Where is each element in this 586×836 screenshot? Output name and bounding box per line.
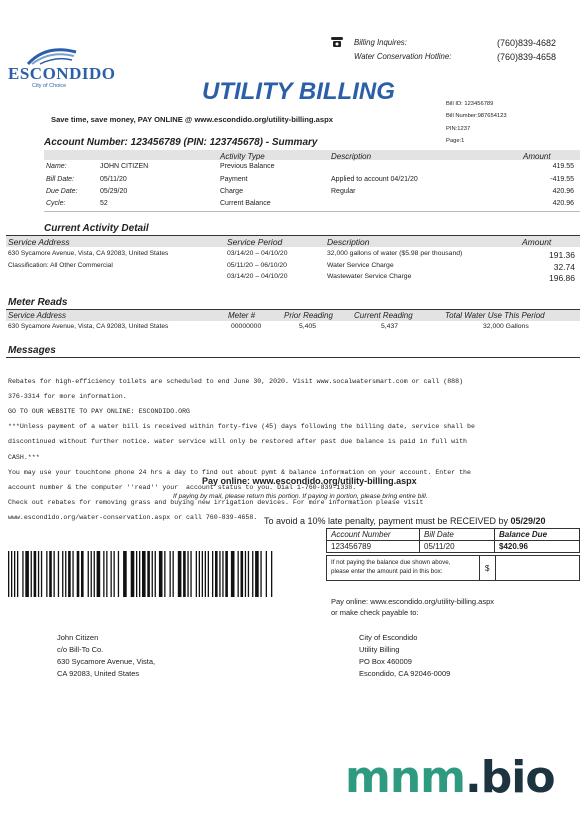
stub-summary-table <box>326 528 580 553</box>
city-logo <box>6 42 116 92</box>
barcode-bar <box>111 551 112 597</box>
barcode-bar <box>91 551 92 597</box>
cycle-value: 52 <box>100 200 108 207</box>
mr-col-meter: Meter # <box>228 311 256 320</box>
barcode-bar <box>271 551 272 597</box>
page-number: Page:1 <box>446 138 465 144</box>
ca-row-amount: 191.36 <box>549 250 575 260</box>
barcode-bar <box>159 551 163 597</box>
name-value: JOHN CITIZEN <box>100 163 149 170</box>
barcode-bar <box>103 551 104 597</box>
barcode-bar <box>17 551 18 597</box>
phone-icon <box>330 36 344 48</box>
mr-meter-number: 00000000 <box>231 323 262 330</box>
late-penalty-date: 05/29/20 <box>510 516 546 526</box>
mr-col-address: Service Address <box>8 311 66 320</box>
barcode-graphic <box>8 551 276 597</box>
message-line: 376-3314 for more information. <box>8 392 127 400</box>
barcode-bar <box>136 551 137 597</box>
ca-row-period: 03/14/20 – 04/10/20 <box>227 250 288 257</box>
meter-reads-title: Meter Reads <box>8 297 68 308</box>
message-line: Check out rebates for removing grass and buying new irrigation devices. For more information please visit <box>8 499 424 507</box>
message-line: GO TO OUR WEBSITE TO PAY ONLINE: ESCONDIDO.ORG <box>8 407 191 415</box>
barcode-bar <box>225 551 228 597</box>
ca-row-amount: 196.86 <box>549 273 575 283</box>
barcode-bar <box>131 551 135 597</box>
due-date-label: Due Date: <box>46 188 78 195</box>
stub-pay-online-2: Pay online: www.escondido.org/utility-billing.aspx <box>331 597 495 606</box>
summary-row-amount: -419.55 <box>550 176 574 183</box>
summary-row-activity: Previous Balance <box>220 163 275 170</box>
barcode-bar <box>187 551 188 597</box>
barcode-bar <box>123 551 127 597</box>
stub-col-balance: Balance Due <box>495 529 580 541</box>
remit-address-line: PO Box 460009 <box>359 657 412 666</box>
mr-current-reading: 5,437 <box>381 323 399 330</box>
logo-wordmark: ESCONDIDO <box>8 64 116 83</box>
from-address-line: 630 Sycamore Avenue, Vista, <box>57 657 156 666</box>
name-label: Name: <box>46 163 67 170</box>
messages-body <box>8 370 475 529</box>
watermark-text <box>345 752 555 803</box>
current-activity-title: Current Activity Detail <box>44 223 149 234</box>
summary-row-activity: Payment <box>220 176 248 183</box>
barcode-bar <box>62 551 63 597</box>
stub-pay-online: Pay online: www.escondido.org/utility-billing.aspx <box>202 476 417 486</box>
barcode-bar <box>77 551 80 597</box>
ca-row-period: 05/11/20 – 06/10/20 <box>227 262 287 269</box>
barcode-bar <box>14 551 15 597</box>
barcode-bar <box>178 551 182 597</box>
barcode-bar <box>139 551 140 597</box>
late-penalty-text: To avoid a 10% late penalty, payment must be RECEIVED by <box>264 516 511 526</box>
summary-col-amount: Amount <box>523 152 551 161</box>
summary-row-description: Regular <box>331 188 356 195</box>
stub-col-bill-date: Bill Date <box>420 529 495 541</box>
summary-row-amount: 420.96 <box>552 200 574 207</box>
barcode-bar <box>260 551 261 597</box>
pay-online-tagline: Save time, save money, PAY ONLINE @ www.escondido.org/utility-billing.aspx <box>51 115 333 124</box>
barcode-bar <box>114 551 115 597</box>
barcode-bar <box>142 551 146 597</box>
stub-bill-date: 05/11/20 <box>420 541 495 553</box>
messages-title: Messages <box>8 345 56 356</box>
barcode-bar <box>58 551 59 597</box>
cycle-label: Cycle: <box>46 200 66 207</box>
watermark-logo <box>345 752 555 803</box>
summary-header-bar <box>44 150 580 160</box>
from-address-line: John Citizen <box>57 633 99 642</box>
bill-date-value: 05/11/20 <box>100 176 127 183</box>
ca-service-address: 630 Sycamore Avenue, Vista, CA 92083, United States <box>8 250 169 257</box>
barcode-bar <box>72 551 73 597</box>
ca-row-amount: 32.74 <box>553 262 575 272</box>
barcode-bar <box>222 551 223 597</box>
check-payable-text: or make check payable to: <box>331 608 419 617</box>
barcode-bar <box>252 551 253 597</box>
mr-col-total: Total Water Use This Period <box>445 311 545 320</box>
barcode-bar <box>255 551 259 597</box>
stub-balance-due: $420.96 <box>495 541 580 553</box>
mr-prior-reading: 5,405 <box>299 323 317 330</box>
amount-paid-box[interactable] <box>479 555 580 581</box>
page-title: UTILITY BILLING <box>202 78 395 105</box>
summary-col-description: Description <box>331 152 372 161</box>
ca-col-amount: Amount <box>522 237 552 247</box>
barcode-bar <box>241 551 244 597</box>
barcode-bar <box>266 551 267 597</box>
barcode-bar <box>248 551 249 597</box>
billing-inquiries-phone: (760)839-4682 <box>497 38 557 48</box>
message-line: ***Unless payment of a water bill is received within forty-five (45) days following the billing date, service shall be <box>8 423 475 431</box>
watermark-text-primary: mnm <box>345 752 466 803</box>
billing-inquiries-label: Billing Inquires: <box>354 38 407 47</box>
barcode-bar <box>231 551 235 597</box>
barcode-bar <box>173 551 174 597</box>
barcode-bar <box>238 551 239 597</box>
due-date-value: 05/29/20 <box>100 188 128 195</box>
stub-account-number: 123456789 <box>327 541 420 553</box>
message-line: Rebates for high-efficiency toilets are scheduled to end June 30, 2020. Visit www.socalwatersmart.com or call (888) <box>8 377 464 385</box>
remit-address-line: City of Escondido <box>359 633 418 642</box>
barcode-bar <box>31 551 32 597</box>
barcode-bar <box>41 551 42 597</box>
summary-row-amount: 420.96 <box>552 188 574 195</box>
barcode-bar <box>190 551 191 597</box>
barcode-bar <box>97 551 101 597</box>
partial-note-line-2: please enter the amount paid in this box: <box>331 568 443 575</box>
ca-col-address: Service Address <box>8 237 70 247</box>
barcode-bar <box>65 551 66 597</box>
late-penalty-notice <box>264 516 546 526</box>
from-address-line: c/o Bill-To Co. <box>57 645 104 654</box>
barcode-bar <box>22 551 23 597</box>
stub-mail-note: If paying by mail, please return this portion. If paying in portion, please bring entire bill. <box>173 493 428 500</box>
barcode-bar <box>205 551 206 597</box>
stub-col-account: Account Number <box>327 529 420 541</box>
from-address-line: CA 92083, United States <box>57 669 140 678</box>
barcode-bar <box>152 551 153 597</box>
partial-payment-note-box <box>326 555 496 581</box>
barcode-bar <box>88 551 89 597</box>
ca-col-description: Description <box>327 237 370 247</box>
summary-row-activity: Charge <box>220 188 243 195</box>
barcode-bar <box>155 551 156 597</box>
barcode-bar <box>34 551 37 597</box>
ca-col-period: Service Period <box>227 237 283 247</box>
barcode-bar <box>215 551 218 597</box>
barcode-bar <box>46 551 47 597</box>
dollar-sign: $ <box>485 564 490 573</box>
barcode-bar <box>11 551 12 597</box>
bill-id: Bill ID: 123456789 <box>446 101 494 107</box>
barcode-bar <box>170 551 171 597</box>
barcode-bar <box>183 551 186 597</box>
barcode-bar <box>94 551 95 597</box>
barcode-bar <box>147 551 150 597</box>
barcode-bar <box>106 551 107 597</box>
from-address <box>57 632 155 680</box>
ca-row-period: 03/14/20 – 04/10/20 <box>227 273 288 280</box>
pin: PIN:1237 <box>446 126 471 132</box>
barcode-bar <box>68 551 71 597</box>
partial-note-line-1: If not paying the balance due shown above, <box>331 559 451 566</box>
bill-date-label: Bill Date: <box>46 176 75 183</box>
conservation-hotline-label: Water Conservation Hotline: <box>354 52 452 61</box>
barcode-bar <box>212 551 213 597</box>
message-line: account number & the computer ''read'' your account status to you. Dial 1-760-839-1338. <box>8 483 357 491</box>
ca-row-description: 32,000 gallons of water ($5.98 per thousand) <box>327 250 463 257</box>
summary-row-description: Applied to account 04/21/20 <box>331 176 418 183</box>
barcode-bar <box>8 551 9 597</box>
mr-service-address: 630 Sycamore Avenue, Vista, CA 92083, United States <box>8 323 169 330</box>
summary-title: Account Number: 123456789 (PIN: 123745678) - Summary <box>44 137 318 148</box>
ca-row-description: Wastewater Service Charge <box>327 273 412 280</box>
conservation-hotline-phone: (760)839-4658 <box>497 52 557 62</box>
barcode-bar <box>49 551 52 597</box>
barcode-bar <box>208 551 209 597</box>
message-line: discontinued without further notice. water service will only be restored after past due balance is paid in full with <box>8 438 467 446</box>
message-line: www.escondido.org/water-conservation.aspx or call 760-839-4658. <box>8 514 258 522</box>
message-line: You may use your touchtone phone 24 hrs a day to find out about pymt & balance information on your account. Enter the <box>8 468 471 476</box>
barcode-bar <box>202 551 203 597</box>
messages-rule <box>6 357 580 358</box>
summary-row-amount: 419.55 <box>552 163 574 170</box>
summary-col-activity: Activity Type <box>220 152 265 161</box>
remit-address-line: Escondido, CA 92046-0009 <box>359 669 451 678</box>
remit-to-address <box>359 632 450 680</box>
mr-col-current: Current Reading <box>354 311 413 320</box>
barcode-bar <box>25 551 29 597</box>
logo-subtitle: City of Choice <box>32 83 67 89</box>
watermark-text-suffix: .bio <box>465 752 555 803</box>
mr-col-prior: Prior Reading <box>284 311 333 320</box>
message-line: CASH.*** <box>8 453 40 461</box>
barcode-bar <box>118 551 119 597</box>
barcode-bar <box>219 551 220 597</box>
mr-total-use: 32,000 Gallons <box>483 323 529 330</box>
ca-classification: Classification: All Other Commercial <box>8 262 113 269</box>
barcode-bar <box>199 551 200 597</box>
summary-bottom-rule <box>44 211 580 212</box>
barcode-bar <box>54 551 55 597</box>
summary-row-activity: Current Balance <box>220 200 271 207</box>
barcode-bar <box>164 551 165 597</box>
bill-number: Bill Number:987654123 <box>446 113 507 119</box>
barcode-bar <box>245 551 246 597</box>
barcode-bar <box>196 551 197 597</box>
barcode-bar <box>81 551 84 597</box>
ca-row-description: Water Service Charge <box>327 262 394 269</box>
remit-address-line: Utility Billing <box>359 645 400 654</box>
barcode-bar <box>38 551 39 597</box>
current-activity-header-bar <box>6 236 580 247</box>
